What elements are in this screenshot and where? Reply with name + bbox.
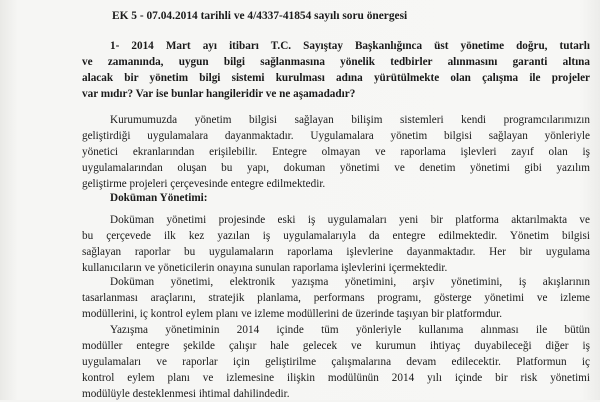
paragraph-correspondence <box>82 322 590 402</box>
paragraph-line: Kurumumuzda yönetim bilgisi sağlayan bilişim sistemleri kendi programcılarımızın <box>110 114 590 126</box>
paragraph-line: modüllerini, iç kontrol eylem planı ve izleme modüllerini de üzerinde taşıyan bir platformdur. <box>82 308 503 320</box>
paragraph-line: Doküman yönetimi projesinde eski iş uygulamaları yeni bir platforma aktarılmakta ve <box>110 214 590 226</box>
paragraph-line: bu çerçevede ilk kez yazılan iş uygulamalarıyla da entegre edilmektedir. Yönetim bilgisi <box>82 230 590 242</box>
paragraph-line: sağlayan raporlar bu uygulamaların raporlama işlevlerine dayanmaktadır. Her bir uygulama <box>82 246 590 258</box>
paragraph-line: geliştirme projeleri çerçevesinde entegre edilmektedir. <box>82 178 326 190</box>
question-line: ve zamanında, uygun bilgi sağlanmasına yönelik tedbirler alınmasını garanti altına <box>82 56 590 68</box>
paragraph-line: Doküman yönetimi, elektronik yazışma yönetimini, arşiv yönetimini, iş akışlarının <box>110 276 590 288</box>
question-line: var mıdır? Var ise bunlar hangileridir ve ne aşamadadır? <box>82 88 356 100</box>
paragraph-document-management <box>82 212 590 276</box>
section-heading: Doküman Yönetimi: <box>110 192 208 204</box>
paragraph-line: geliştirdiği uygulamalara dayanmaktadır. Uygulamalara yönetim bilgisi sağlayan yönleriyle <box>82 130 590 142</box>
paragraph-line: modülüyle desteklenmesi ihtimal dahilindedir. <box>82 388 290 400</box>
paragraph-line: yönetici ekranlarından erişilebilir. Entegre olmayan ve raporlama işlevleri zayıf olan iş <box>82 146 590 158</box>
paragraph-line: kullanıcıların ve yöneticilerin onayına sunulan raporlama işlevlerini içermektedir. <box>82 262 448 274</box>
question-line: alacak bir yönetim bilgi sistemi kurulması adına yürütülmekte olan çalışma ile projeler <box>82 72 590 84</box>
paragraph-line: uygulamaları ve raporlar için geliştirilme çalışmalarına devam edilecektir. Platformun iç <box>82 356 590 368</box>
paragraph-line: kontrol eylem planı ve izlemesine ilişkin modülünün 2014 yılı içinde bir risk yönetimi <box>82 372 590 384</box>
question-line: 1- 2014 Mart ayı itibarı T.C. Sayıştay Başkanlığınca üst yönetime doğru, tutarlı <box>110 40 590 52</box>
paragraph-platform <box>82 274 590 322</box>
paragraph-line: modüller entegre şekilde çalışır hale gelecek ve kurumun ihtiyaç duyabileceği diğer iş <box>82 340 590 352</box>
question-block <box>82 38 590 102</box>
document-title: EK 5 - 07.04.2014 tarihli ve 4/4337-41854 sayılı soru önergesi <box>112 10 408 22</box>
paragraph-line: Yazışma yönetiminin 2014 içinde tüm yönleriyle kullanıma alınması ile bütün <box>110 324 590 336</box>
paragraph-line: tasarlanması araçlarını, stratejik planlama, performans programı, gösterge yönetimi ve izleme <box>82 292 590 304</box>
paragraph-line: uygulamalarından oluşan bu yapı, dokuman yönetimi ve denetim yönetimi gibi yazılım <box>82 162 590 174</box>
paragraph-infrastructure <box>82 112 590 192</box>
